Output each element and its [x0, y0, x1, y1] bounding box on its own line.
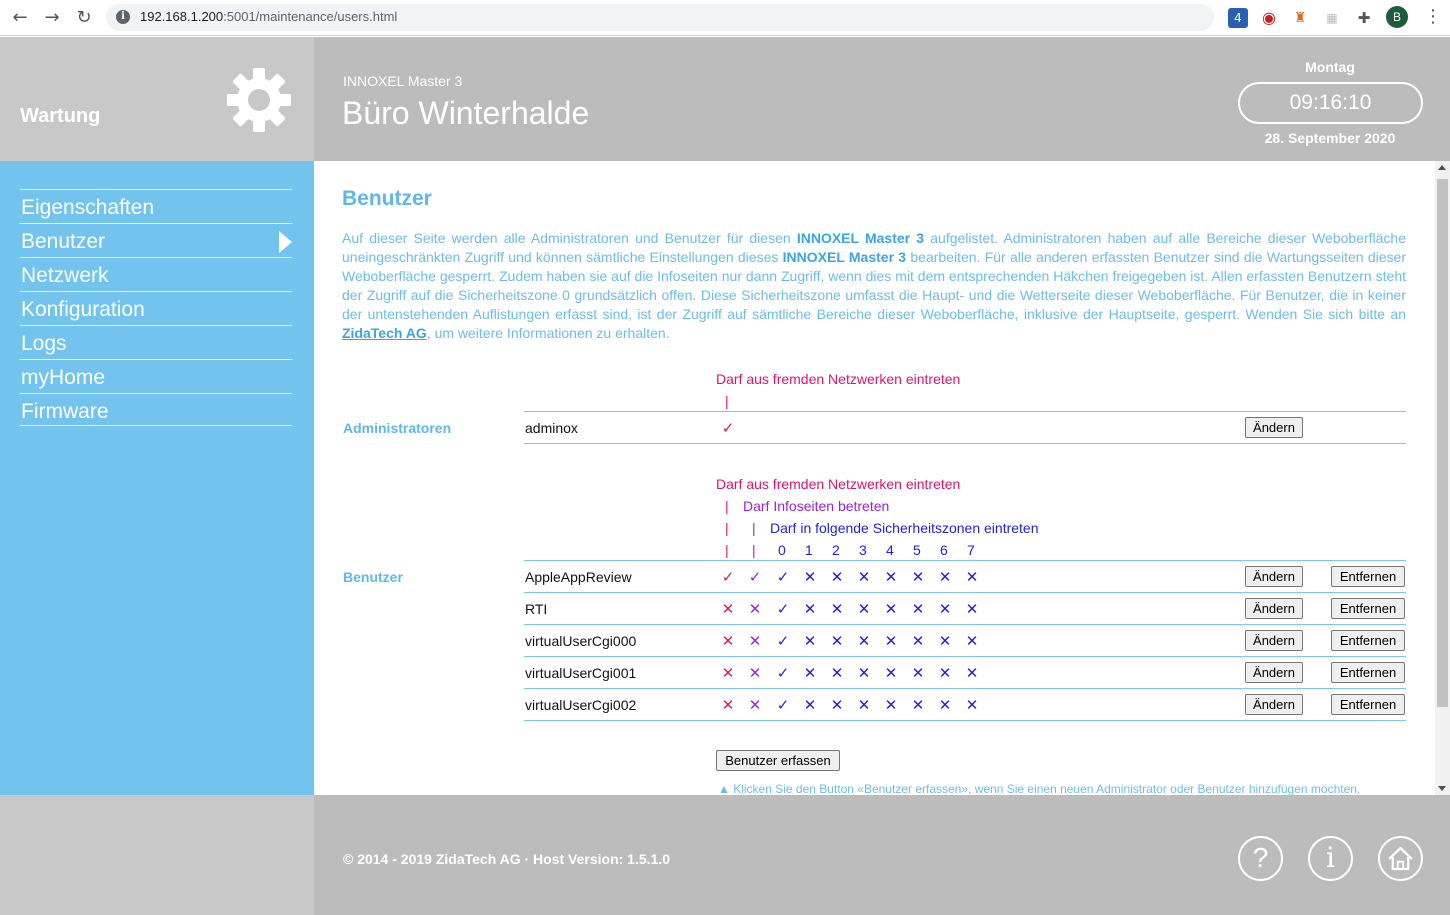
browser-menu-icon[interactable]: ⋮: [1424, 6, 1442, 27]
zone-1-cross: ✕: [803, 601, 817, 618]
user-edit-button[interactable]: Ändern: [1245, 566, 1303, 587]
zone-2-cross: ✕: [830, 569, 844, 586]
foreign-network-cross: ✕: [721, 633, 735, 650]
zone-4-cross: ✕: [884, 633, 898, 650]
info-pages-cross: ✕: [748, 601, 762, 618]
foreign-network-cross: ✕: [721, 665, 735, 682]
zone-4-cross: ✕: [884, 697, 898, 714]
zone-5-cross: ✕: [911, 633, 925, 650]
user-remove-button[interactable]: Entfernen: [1331, 630, 1405, 651]
url-text: 192.168.1.200:5001/maintenance/users.html: [140, 9, 398, 24]
zone-7-cross: ✕: [965, 633, 979, 650]
zone-0-check: ✓: [776, 697, 790, 714]
col-pipe: |: [752, 542, 756, 558]
table-divider: [524, 688, 1406, 689]
zone-6-cross: ✕: [938, 697, 952, 714]
help-icon[interactable]: ?: [1238, 836, 1283, 881]
table-divider: [524, 624, 1406, 625]
user-name: AppleAppReview: [525, 569, 632, 585]
zone-2-cross: ✕: [830, 665, 844, 682]
scroll-down-arrow-icon[interactable]: [1438, 786, 1446, 791]
zone-3-cross: ✕: [857, 665, 871, 682]
zone-2-cross: ✕: [830, 633, 844, 650]
zone-2-cross: ✕: [830, 601, 844, 618]
col-pipe: |: [725, 498, 729, 514]
zone-7-cross: ✕: [965, 697, 979, 714]
zidatech-link[interactable]: ZidaTech AG: [342, 325, 427, 341]
table-divider: [524, 656, 1406, 657]
zone-1-cross: ✕: [803, 697, 817, 714]
zone-6-cross: ✕: [938, 569, 952, 586]
product-name: INNOXEL Master 3: [343, 73, 463, 89]
user-edit-button[interactable]: Ändern: [1245, 630, 1303, 651]
zone-3-cross: ✕: [857, 601, 871, 618]
col-pipe: |: [725, 393, 729, 409]
zone-3-cross: ✕: [857, 697, 871, 714]
user-name: virtualUserCgi000: [525, 633, 637, 649]
zone-3-cross: ✕: [857, 569, 871, 586]
sidebar-item-eigenschaften[interactable]: Eigenschaften: [20, 189, 292, 223]
table-divider: [524, 592, 1406, 593]
extensions-puzzle-icon[interactable]: ✚: [1357, 9, 1371, 27]
zone-4-cross: ✕: [884, 601, 898, 618]
scroll-up-arrow-icon[interactable]: [1438, 165, 1446, 170]
intro-text: Auf dieser Seite werden alle Administratoren und Benutzer für diesen INNOXEL Master 3 aufgelistet. Administratoren haben auf alle Bereiche dieser Weboberfläche uneingeschränkten Zugriff und können sämtliche Einstellungen dieses INNOXEL Master 3 bearbeiten. Für alle anderen erfassten Benutzer sind die Wartungsseiten dieser Weboberfläche gesperrt. Zudem haben sie auf die Infoseiten nur dann Zugriff, wenn dies mit dem entsprechenden Häkchen freigegeben ist. Allen erfassten Benutzern steht der Zugriff auf die Sicherheitszone 0 grundsätzlich offen. Diese Sicherheitszone umfasst die Haupt- und die Wetterseite dieser Weboberfläche. Für Benutzer, die in keiner der untenstehenden Auflistungen erfasst sind, ist der Zugriff auf sämtliche Bereiche dieser Weboberfläche, inklusive der Hauptseite, gesperrt. Wenden Sie sich bitte an ZidaTech AG, um weitere Informationen zu erhalten.: [342, 230, 1406, 341]
zone-0-check: ✓: [776, 633, 790, 650]
sidebar-divider: [20, 425, 292, 426]
zone-5-cross: ✕: [911, 569, 925, 586]
info-pages-cross: ✕: [748, 665, 762, 682]
user-edit-button[interactable]: Ändern: [1245, 694, 1303, 715]
user-remove-button[interactable]: Entfernen: [1331, 662, 1405, 683]
zone-6-cross: ✕: [938, 633, 952, 650]
zone-5-cross: ✕: [911, 601, 925, 618]
user-remove-button[interactable]: Entfernen: [1331, 694, 1405, 715]
main-content: [314, 161, 1435, 795]
zone-4-cross: ✕: [884, 665, 898, 682]
admin-edit-button[interactable]: Ändern: [1245, 417, 1303, 438]
add-user-hint: ▲ Klicken Sie den Button «Benutzer erfassen», wenn Sie einen neuen Administrator oder Benutzer hinzufügen möchten.: [718, 782, 1361, 795]
site-name: Büro Winterhalde: [342, 95, 590, 131]
foreign-network-cross: ✕: [721, 601, 735, 618]
zone-7-cross: ✕: [965, 665, 979, 682]
zone-header-4: 4: [886, 542, 894, 558]
date-display: 28. September 2020: [1264, 130, 1396, 146]
add-user-button[interactable]: Benutzer erfassen: [716, 750, 840, 771]
col-foreign-network-header: Darf aus fremden Netzwerken eintreten: [716, 476, 961, 492]
zone-header-2: 2: [832, 542, 840, 558]
sidebar-item-logs[interactable]: Logs: [20, 325, 292, 359]
foreign-network-cross: ✕: [721, 697, 735, 714]
zone-header-0: 0: [778, 542, 786, 558]
gear-icon: [226, 67, 292, 133]
table-divider: [524, 443, 1406, 444]
table-divider: [524, 560, 1406, 561]
section-title: Wartung: [20, 105, 101, 127]
zone-0-check: ✓: [776, 665, 790, 682]
zone-header-1: 1: [805, 542, 813, 558]
sidebar-item-myhome[interactable]: myHome: [20, 359, 292, 393]
foreign-network-check: ✓: [721, 420, 735, 437]
col-info-pages-header: Darf Infoseiten betreten: [743, 498, 890, 514]
zone-6-cross: ✕: [938, 665, 952, 682]
site-info-icon[interactable]: i: [116, 10, 130, 24]
col-security-zones-header: Darf in folgende Sicherheitszonen eintreten: [770, 520, 1039, 536]
user-name: virtualUserCgi002: [525, 697, 637, 713]
active-arrow-icon: [279, 231, 292, 253]
col-pipe: |: [725, 520, 729, 536]
zone-header-3: 3: [859, 542, 867, 558]
info-icon[interactable]: i: [1308, 836, 1353, 881]
info-pages-check: ✓: [748, 569, 762, 586]
page-title: Benutzer: [342, 187, 432, 210]
profile-avatar[interactable]: B: [1386, 6, 1408, 28]
user-name: virtualUserCgi001: [525, 665, 637, 681]
table-divider: [524, 411, 1406, 412]
zone-4-cross: ✕: [884, 569, 898, 586]
maintenance-header: [0, 37, 314, 161]
extension-placeholder-icon[interactable]: ▦: [1326, 11, 1338, 25]
clock-display: 09:16:10: [1238, 82, 1423, 124]
reload-icon[interactable]: ↻: [76, 7, 92, 28]
extension-badge-icon[interactable]: 4: [1228, 8, 1248, 28]
zone-1-cross: ✕: [803, 569, 817, 586]
back-arrow-icon[interactable]: ←: [12, 7, 28, 28]
weekday: Montag: [1305, 59, 1355, 75]
zone-header-7: 7: [967, 542, 975, 558]
user-remove-button[interactable]: Entfernen: [1331, 566, 1405, 587]
sidebar-item-firmware[interactable]: Firmware: [20, 393, 292, 427]
sidebar-item-netzwerk[interactable]: Netzwerk: [20, 257, 292, 291]
opera-extension-icon[interactable]: ◉: [1262, 8, 1276, 27]
zone-7-cross: ✕: [965, 569, 979, 586]
zone-2-cross: ✕: [830, 697, 844, 714]
site-header: [314, 37, 1450, 161]
info-pages-cross: ✕: [748, 633, 762, 650]
sidebar: [0, 161, 314, 795]
user-edit-button[interactable]: Ändern: [1245, 662, 1303, 683]
address-bar[interactable]: [106, 4, 1214, 31]
sidebar-item-benutzer[interactable]: Benutzer: [20, 223, 292, 257]
foreign-network-check: ✓: [721, 569, 735, 586]
user-name: RTI: [525, 601, 548, 617]
col-pipe: |: [752, 520, 756, 536]
zone-0-check: ✓: [776, 601, 790, 618]
sidebar-item-konfiguration[interactable]: Konfiguration: [20, 291, 292, 325]
browser-toolbar: [0, 0, 1450, 36]
footer-left: [0, 795, 314, 915]
zone-1-cross: ✕: [803, 665, 817, 682]
zone-header-6: 6: [940, 542, 948, 558]
user-edit-button[interactable]: Ändern: [1245, 598, 1303, 619]
home-icon[interactable]: [1378, 836, 1423, 881]
footer: [314, 795, 1450, 915]
table-divider: [524, 720, 1406, 721]
zone-0-check: ✓: [776, 569, 790, 586]
bug-extension-icon[interactable]: ♜: [1293, 10, 1307, 26]
page-scrollbar[interactable]: [1435, 161, 1450, 795]
col-pipe: |: [725, 542, 729, 558]
col-foreign-network-header: Darf aus fremden Netzwerken eintreten: [716, 371, 961, 387]
admin-name: adminox: [525, 420, 578, 436]
admins-section-label: Administratoren: [343, 420, 452, 436]
scroll-thumb[interactable]: [1437, 179, 1448, 707]
user-remove-button[interactable]: Entfernen: [1331, 598, 1405, 619]
zone-7-cross: ✕: [965, 601, 979, 618]
zone-6-cross: ✕: [938, 601, 952, 618]
zone-5-cross: ✕: [911, 697, 925, 714]
zone-header-5: 5: [913, 542, 921, 558]
copyright-text: © 2014 - 2019 ZidaTech AG · Host Version: 1.5.1.0: [343, 851, 670, 867]
zone-5-cross: ✕: [911, 665, 925, 682]
forward-arrow-icon[interactable]: →: [44, 7, 60, 28]
zone-1-cross: ✕: [803, 633, 817, 650]
users-section-label: Benutzer: [343, 569, 403, 585]
zone-3-cross: ✕: [857, 633, 871, 650]
info-pages-cross: ✕: [748, 697, 762, 714]
